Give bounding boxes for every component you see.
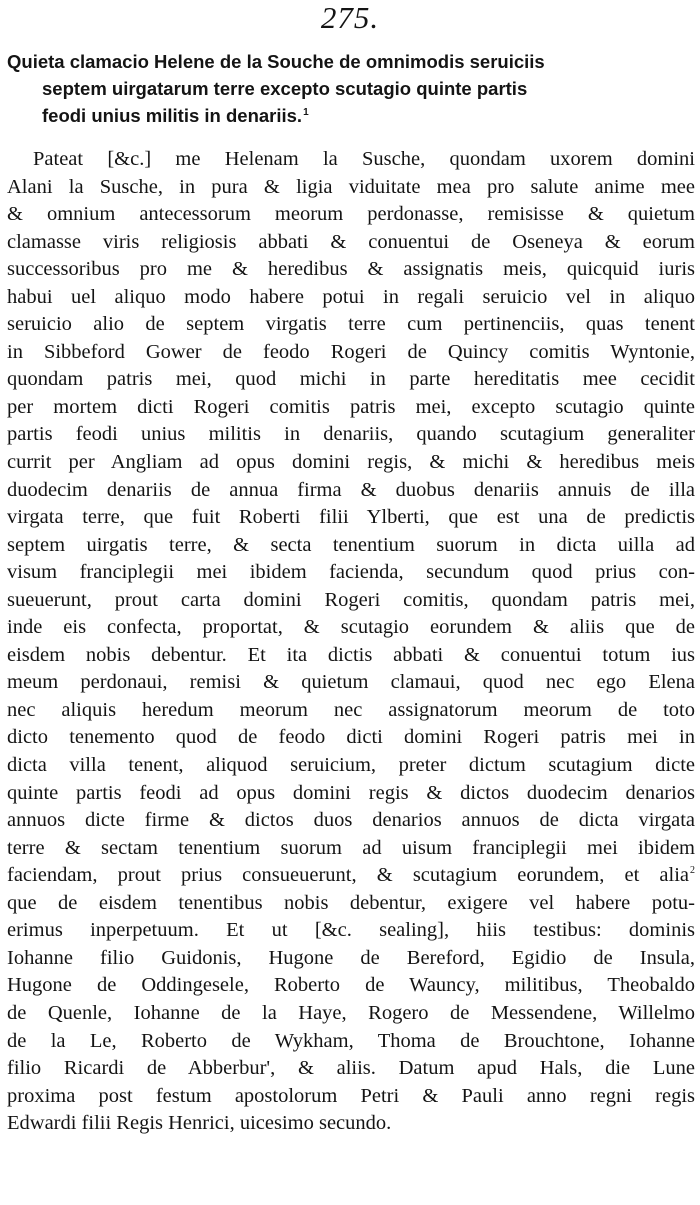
footnote-mark: 2 [690,865,695,877]
body-line: partis feodi unius militis in denariis, quando scutagium generaliter [7,423,695,446]
body-line: sueuerunt, prout carta domini Rogeri comitis, quondam patris mei, [7,588,695,611]
body-line: currit per Angliam ad opus domini regis, & michi & heredibus meis [7,451,695,474]
body-line: clamasse viris religiosis abbati & conuentui de Oseneya & eorum [7,230,695,253]
body-line: Edwardi filii Regis Henrici, uicesimo secundo. [7,1112,392,1135]
footnote-mark: 1 [303,106,309,118]
body-line: Iohanne filio Guidonis, Hugone de Bereford, Egidio de Insula, [7,946,695,969]
body-line: annuos dicte firme & dictos duos denarios annuos de dicta virgata [7,809,695,832]
body-line: habui uel aliquo modo habere potui in regali seruicio vel in aliquo [7,285,695,308]
body-line: successoribus pro me & heredibus & assignatis meis, quicquid iuris [7,258,695,281]
body-line: faciendam, prout prius consueuerunt, & scutagium eorundem, et alia$^2$ [7,864,695,887]
document-heading [7,48,697,129]
body-line: que de eisdem tenentibus nobis debentur, exigere vel habere potu- [7,891,695,914]
heading-line: feodi unius militis in denariis.$^1$ [42,105,309,126]
page-number: 275. [320,0,380,35]
body-line: & omnium antecessorum meorum perdonasse, remisisse & quietum [7,203,695,226]
body-text [7,146,695,1138]
heading-line: septem uirgatarum terre excepto scutagio quinte partis [42,78,528,99]
body-line: dicta villa tenent, aliquod seruicium, preter dictum scutagium dicte [7,754,695,777]
body-line: seruicio alio de septem virgatis terre cum pertinenciis, quas tenent [7,313,695,336]
body-line: per mortem dicti Rogeri comitis patris mei, excepto scutagio quinte [7,395,695,418]
body-line: septem uirgatis terre, & secta tenentium suorum in dicta uilla ad [7,533,695,556]
body-line: quondam patris mei, quod michi in parte hereditatis mee cecidit [7,368,695,391]
body-line: erimus inperpetuum. Et ut [&c. sealing], hiis testibus: dominis [7,919,695,942]
heading-line: Quieta clamacio Helene de la Souche de omnimodis seruiciis [7,51,545,72]
body-line: Pateat [&c.] me Helenam la Susche, quondam uxorem domini [33,148,695,170]
body-line: Alani la Susche, in pura & ligia viduitate mea pro salute anime mee [7,175,695,198]
body-line: duodecim denariis de annua firma & duobus denariis annuis de illa [7,478,695,501]
body-line: Hugone de Oddingesele, Roberto de Wauncy, militibus, Theobaldo [7,974,695,997]
body-line: visum franciplegii mei ibidem facienda, secundum quod prius con- [7,561,695,584]
body-line: de Quenle, Iohanne de la Haye, Rogero de Messendene, Willelmo [7,1001,695,1024]
body-line: proxima post festum apostolorum Petri & Pauli anno regni regis [7,1084,695,1107]
body-line: filio Ricardi de Abberbur', & aliis. Datum apud Hals, die Lune [7,1057,695,1080]
body-line: meum perdonaui, remisi & quietum clamaui, quod nec ego Elena [7,671,695,694]
body-line: nec aliquis heredum meorum nec assignatorum meorum de toto [7,698,695,721]
body-line: de la Le, Roberto de Wykham, Thoma de Brouchtone, Iohanne [7,1029,695,1052]
body-line: virgata terre, que fuit Roberti filii Ylberti, que est una de predictis [7,506,695,529]
body-line: dicto tenemento quod de feodo dicti domini Rogeri patris mei in [7,726,695,749]
body-line: eisdem nobis debentur. Et ita dictis abbati & conuentui totum ius [7,643,695,666]
body-line: inde eis confecta, proportat, & scutagio eorundem & aliis que de [7,616,695,639]
body-line: quinte partis feodi ad opus domini regis & dictos duodecim denarios [7,781,695,804]
body-line: in Sibbeford Gower de feodo Rogeri de Quincy comitis Wyntonie, [7,340,695,363]
body-line: terre & sectam tenentium suorum ad uisum franciplegii mei ibidem [7,836,695,859]
